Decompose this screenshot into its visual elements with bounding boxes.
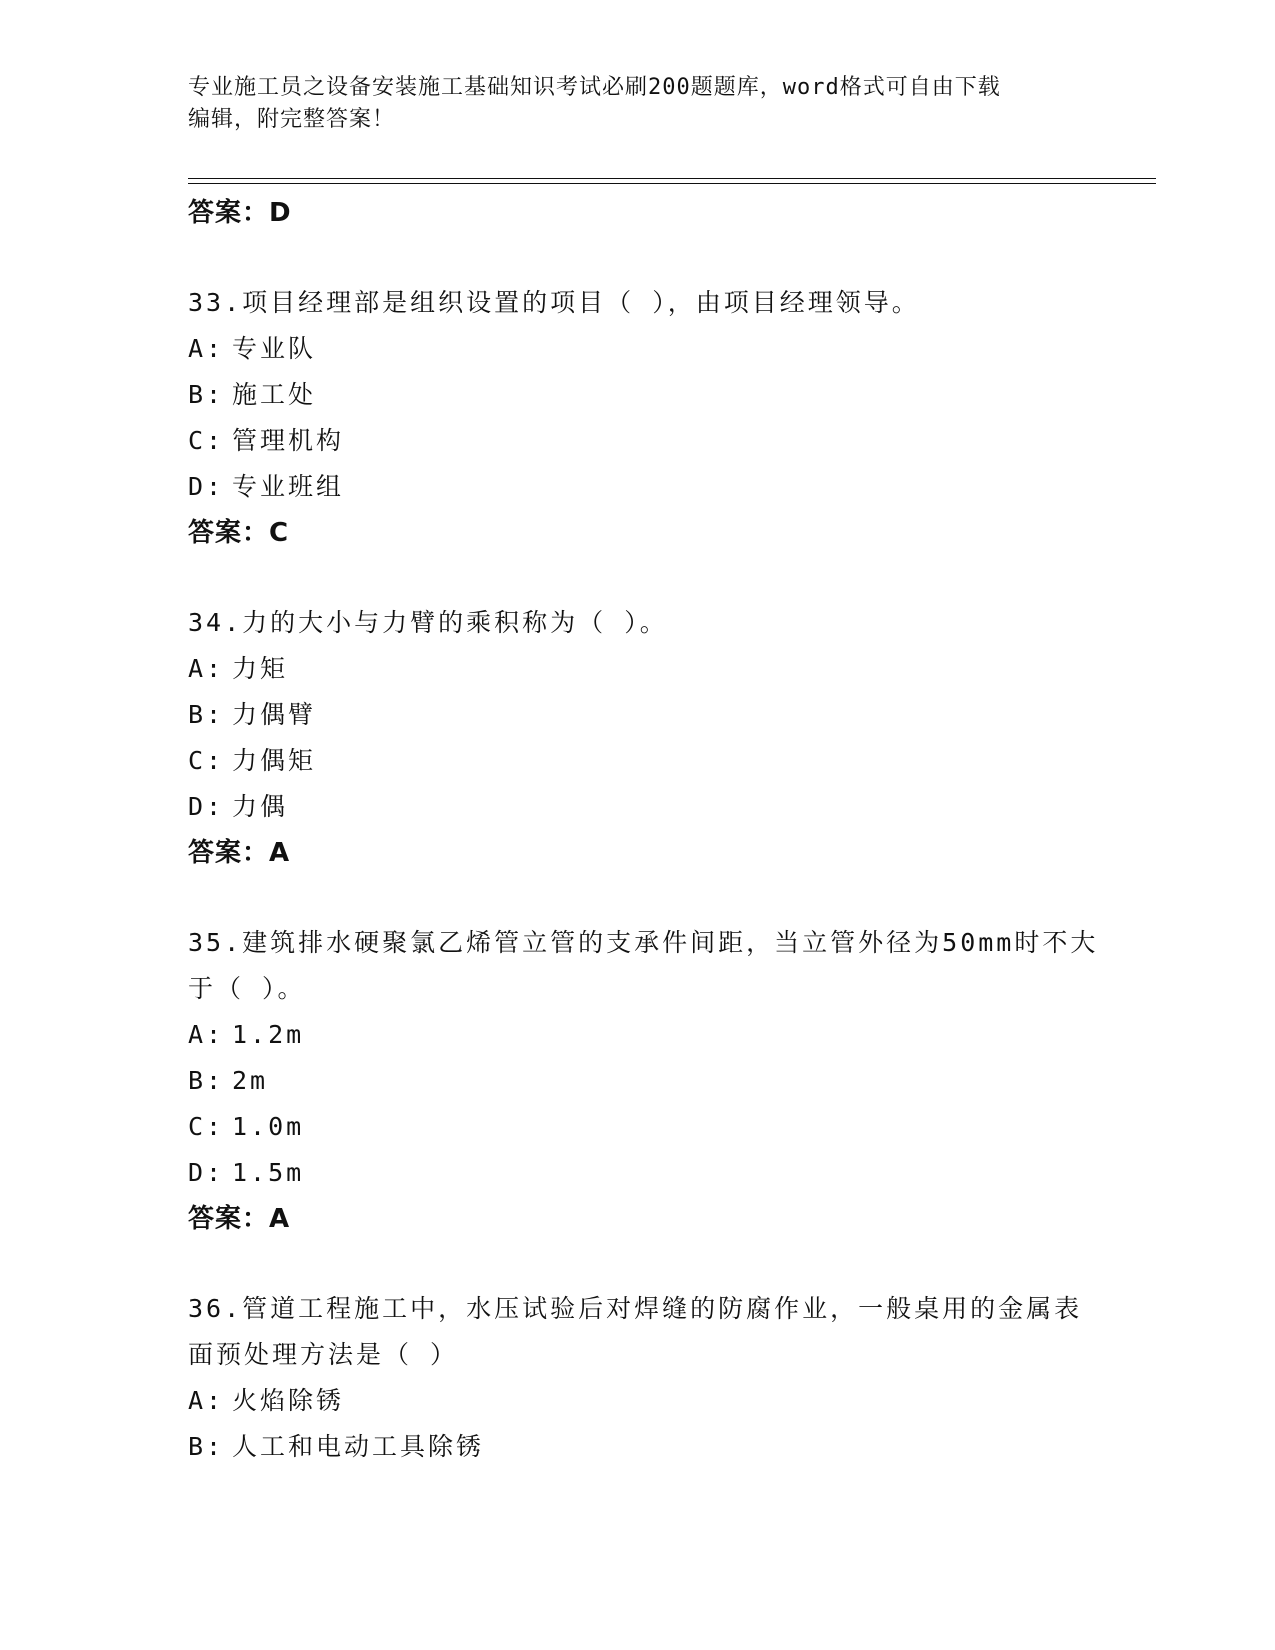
question-35-option-a <box>188 1012 1108 1058</box>
question-34-option-a <box>188 646 1108 692</box>
option-key: B: <box>188 700 225 729</box>
question-35-option-b <box>188 1058 1108 1104</box>
question-34-option-b <box>188 692 1108 738</box>
option-text: 1.2m <box>232 1020 305 1049</box>
option-text: 管理机构 <box>232 426 345 455</box>
option-key: A: <box>188 334 225 363</box>
question-35-option-c <box>188 1104 1108 1150</box>
question-36-option-b <box>188 1424 1108 1470</box>
option-key: D: <box>188 1158 225 1187</box>
question-33-option-b <box>188 372 1108 418</box>
header-divider-top <box>188 178 1156 179</box>
answer-q33: 答案：C <box>188 518 290 548</box>
question-33-option-d <box>188 464 1108 510</box>
option-text: 施工处 <box>232 380 317 409</box>
option-key: B: <box>188 1066 225 1095</box>
header-title-line-2: 编辑，附完整答案！ <box>188 107 396 132</box>
question-36-text: 36.管道工程施工中，水压试验后对焊缝的防腐作业，一般桌用的金属表面预处理方法是（ ） <box>188 1294 1083 1369</box>
option-text: 专业队 <box>232 334 317 363</box>
option-key: C: <box>188 426 225 455</box>
option-text: 力偶矩 <box>232 746 317 775</box>
question-34-text: 34.力的大小与力臂的乘积称为（ ）。 <box>188 608 668 637</box>
answer-q35: 答案：A <box>188 1204 291 1234</box>
question-36-option-a <box>188 1378 1108 1424</box>
document-header <box>188 72 1068 136</box>
question-33-text: 33.项目经理部是组织设置的项目（ ），由项目经理领导。 <box>188 288 920 317</box>
option-key: A: <box>188 1386 225 1415</box>
header-divider-bottom <box>188 183 1156 184</box>
option-key: A: <box>188 1020 225 1049</box>
question-34-option-c <box>188 738 1108 784</box>
option-key: A: <box>188 654 225 683</box>
option-text: 力矩 <box>232 654 289 683</box>
option-text: 火焰除锈 <box>232 1386 345 1415</box>
option-text: 2m <box>232 1066 269 1095</box>
header-title-line-1: 专业施工员之设备安装施工基础知识考试必刷200题题库，word格式可自由下载 <box>188 75 1001 100</box>
option-key: C: <box>188 1112 225 1141</box>
option-key: B: <box>188 380 225 409</box>
option-text: 人工和电动工具除锈 <box>232 1432 485 1461</box>
option-text: 力偶 <box>232 792 289 821</box>
option-text: 1.0m <box>232 1112 305 1141</box>
answer-q34: 答案：A <box>188 838 291 868</box>
option-text: 1.5m <box>232 1158 305 1187</box>
question-33-option-c <box>188 418 1108 464</box>
question-35-text: 35.建筑排水硬聚氯乙烯管立管的支承件间距，当立管外径为50mm时不大于（ ）。 <box>188 928 1099 1003</box>
answer-q32: 答案：D <box>188 198 292 228</box>
question-34-option-d <box>188 784 1108 830</box>
question-list <box>188 190 1108 1470</box>
option-text: 专业班组 <box>232 472 345 501</box>
option-text: 力偶臂 <box>232 700 317 729</box>
option-key: B: <box>188 1432 225 1461</box>
question-33-option-a <box>188 326 1108 372</box>
option-key: D: <box>188 472 225 501</box>
option-key: C: <box>188 746 225 775</box>
option-key: D: <box>188 792 225 821</box>
question-35-option-d <box>188 1150 1108 1196</box>
